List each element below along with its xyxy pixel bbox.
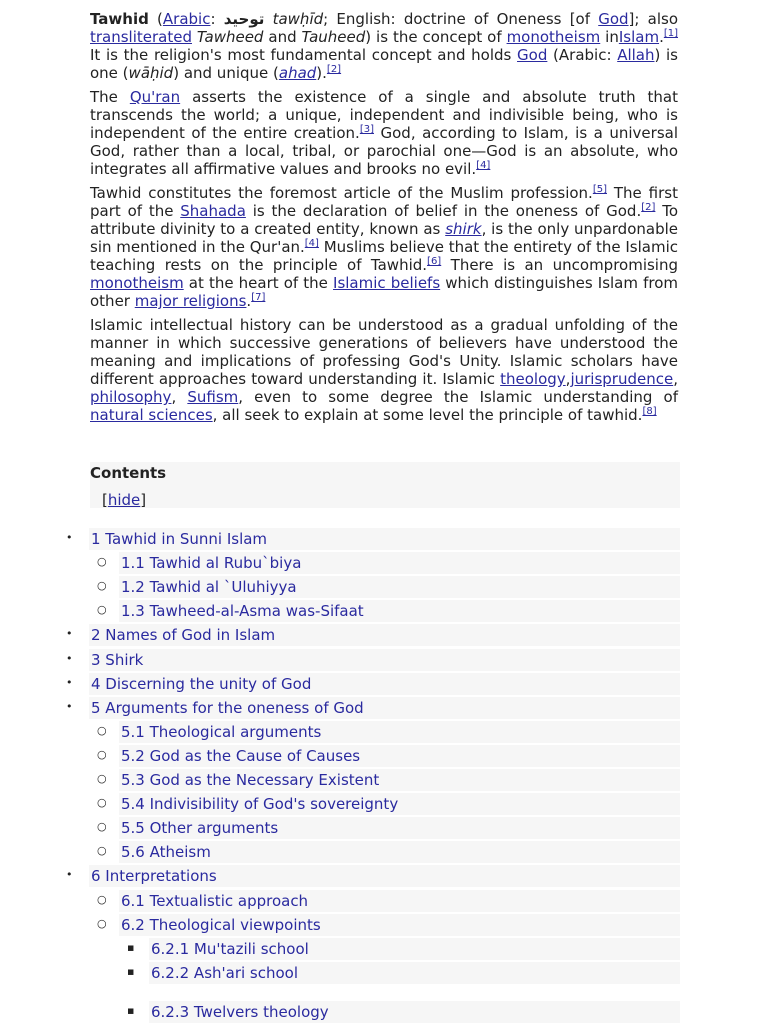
text-span: (Arabic:: [547, 46, 618, 64]
citation-7[interactable]: [7]: [251, 292, 266, 303]
toc-item-link[interactable]: 3 Shirk: [91, 650, 144, 669]
text-span: in: [600, 28, 619, 46]
text-span: at the heart of the: [183, 274, 334, 292]
text-span: There is an uncompromising: [441, 256, 679, 274]
toc-item-link[interactable]: 5 Arguments for the oneness of God: [91, 698, 364, 717]
toc-item[interactable]: [0, 865, 680, 887]
text-span: is the declaration of belief in the oneness of God.: [245, 202, 642, 220]
toc-item-link[interactable]: 5.1 Theological arguments: [121, 722, 322, 741]
link-god[interactable]: God: [598, 10, 629, 28]
text-span: ,: [673, 370, 678, 388]
text-span: [264, 10, 272, 28]
toc-item[interactable]: [0, 938, 680, 960]
text-span: ) is one (: [90, 46, 678, 82]
toc-item[interactable]: [0, 697, 680, 719]
paragraph-quran: [90, 88, 678, 178]
citation-6[interactable]: [6]: [427, 256, 442, 267]
text-span: It is the religion's most fundamental concept and holds: [90, 46, 518, 64]
text-span: The first part of the: [90, 184, 678, 220]
text-span: and: [263, 28, 302, 46]
toc-item[interactable]: [0, 962, 680, 984]
link-islamic-beliefs[interactable]: Islamic beliefs: [333, 274, 441, 292]
toc-item-link[interactable]: 2 Names of God in Islam: [91, 626, 276, 645]
citation-3[interactable]: [3]: [359, 124, 374, 135]
toc-item[interactable]: [0, 649, 680, 671]
toc-item-link[interactable]: 1 Tawhid in Sunni Islam: [91, 530, 268, 548]
toc-item-link[interactable]: 5.3 God as the Necessary Existent: [121, 771, 380, 789]
toc-item[interactable]: [0, 552, 680, 574]
toc-item-link[interactable]: 5.2 God as the Cause of Causes: [121, 746, 361, 765]
toc-item-link[interactable]: 6.2 Theological viewpoints: [121, 915, 321, 934]
bullet-icon: ○: [97, 555, 107, 569]
citation-2[interactable]: [2]: [326, 64, 342, 75]
link-ahad[interactable]: [279, 64, 316, 82]
text-span: ).: [316, 64, 327, 82]
text-span: To attribute divinity to a created entity, known as: [90, 202, 678, 238]
toc-item-link[interactable]: 1.1 Tawhid al Rubu`biya: [121, 554, 302, 573]
toc-item[interactable]: [0, 624, 680, 646]
shirk-term: shirk: [445, 220, 482, 238]
bullet-icon: ▪: [127, 940, 135, 954]
toc-item[interactable]: [0, 528, 680, 550]
toc-item[interactable]: [0, 1001, 680, 1023]
text-span: , all seek to explain at some level the principle of tawhid.: [212, 406, 643, 424]
toc-item[interactable]: [0, 721, 680, 743]
text-span: Muslims believe that the entirety of the Islamic teaching rests on the principle of Tawhid.: [90, 238, 678, 274]
link-natural-sciences[interactable]: natural sciences: [90, 406, 213, 424]
variant-tauheed: Tauheed: [301, 28, 366, 46]
toc-bracket-open: [: [102, 491, 108, 509]
paragraph-profession: [90, 184, 678, 310]
citation-2b[interactable]: [2]: [641, 202, 656, 213]
toc-item-link[interactable]: 5.5 Other arguments: [121, 819, 279, 838]
text-span: God, according to Islam, is a universal God, rather than a local, tribal, or parochial one—God is an absolute, who integrates all affirmative values and brooks no evil.: [90, 124, 678, 178]
toc-item[interactable]: [0, 841, 680, 863]
bullet-icon: •: [66, 675, 73, 689]
bullet-icon: ▪: [127, 964, 135, 978]
bullet-icon: •: [66, 627, 73, 641]
toc-item-background: [89, 649, 680, 671]
text-span: The: [90, 88, 130, 106]
toc-toggle: [102, 491, 146, 509]
toc-item[interactable]: [0, 817, 680, 839]
toc-item-link[interactable]: 4 Discerning the unity of God: [91, 674, 312, 693]
toc-item-link[interactable]: 6.2.3 Twelvers theology: [151, 1002, 329, 1021]
toc-item[interactable]: [0, 745, 680, 767]
text-span: which distinguishes Islam from other: [90, 274, 678, 310]
text-span: ,: [171, 388, 188, 406]
bullet-icon: ○: [97, 796, 107, 810]
toc-item-link[interactable]: 6.2.2 Ash'ari school: [151, 963, 299, 982]
toc-item-link[interactable]: 6 Interpretations: [91, 867, 217, 886]
text-span: , is the only unpardonable sin mentioned in the Qur'an.: [90, 220, 678, 256]
text-span: ,: [565, 370, 571, 388]
text-span: asserts the existence of a single and absolute truth that transcends the world; a unique, independent and indivisible being, who is independent of the entire creation.: [90, 88, 678, 142]
citation-5[interactable]: [5]: [592, 184, 607, 195]
text-span: ; English: doctrine of Oneness [of: [323, 10, 599, 28]
bullet-icon: •: [66, 699, 73, 713]
toc-item[interactable]: [0, 600, 680, 622]
transliteration: tawḥīd: [272, 10, 324, 28]
toc-item[interactable]: [0, 576, 680, 598]
text-span: ]; also: [628, 10, 679, 28]
toc-header: [90, 462, 680, 508]
text-span: Islamic intellectual history can be understood as a gradual unfolding of the manner in which successive generations of believers have understood the meaning and implications of professing God's Unity. Islamic scholars have different approaches toward understanding it. Islamic: [90, 316, 678, 388]
toc-title: Contents: [90, 464, 167, 482]
toc-item[interactable]: [0, 890, 680, 912]
toc-item-link[interactable]: 1.2 Tawhid al `Uluhiyya: [121, 578, 297, 597]
toc-item-link[interactable]: 1.3 Tawheed-al-Asma was-Sifaat: [121, 602, 364, 621]
toc-hide-link[interactable]: hide: [107, 491, 141, 509]
text-span: ) and unique (: [173, 64, 279, 82]
bullet-icon: ▪: [127, 1003, 135, 1017]
bullet-icon: ○: [97, 747, 107, 761]
citation-1[interactable]: [1]: [663, 28, 679, 39]
bullet-icon: ○: [97, 892, 107, 906]
link-god-2[interactable]: God: [517, 46, 548, 64]
citation-8[interactable]: [8]: [642, 406, 657, 417]
citation-4b[interactable]: [4]: [304, 238, 319, 249]
toc-item-link[interactable]: 6.1 Textualistic approach: [121, 891, 309, 910]
bullet-icon: ○: [97, 579, 107, 593]
toc-bracket-close: ]: [140, 491, 147, 509]
link-islam[interactable]: Islam: [618, 28, 660, 46]
text-span: , even to some degree the Islamic understanding of: [238, 388, 678, 406]
link-monotheism-2[interactable]: monotheism: [90, 274, 184, 292]
bullet-icon: ○: [97, 723, 107, 737]
text-span: .: [659, 28, 664, 46]
bullet-icon: ○: [97, 844, 107, 858]
bullet-icon: ○: [97, 772, 107, 785]
link-allah[interactable]: Allah: [617, 46, 655, 64]
link-shahada[interactable]: Shahada: [180, 202, 246, 220]
article-body: [90, 10, 678, 430]
toc-item-link[interactable]: 6.2.1 Mu'tazili school: [151, 939, 309, 958]
toc-item[interactable]: [0, 914, 680, 936]
variant-tawheed: Tawheed: [196, 28, 264, 46]
bullet-icon: •: [66, 868, 73, 882]
text-span: Tawhid constitutes the foremost article of the Muslim profession.: [90, 184, 593, 202]
toc-item-link[interactable]: 5.4 Indivisibility of God's sovereignty: [121, 795, 399, 814]
citation-4[interactable]: [4]: [476, 160, 491, 171]
link-theology[interactable]: theology: [500, 370, 566, 388]
ahad-term: ahad: [278, 64, 317, 82]
paragraph-intro: [90, 10, 678, 82]
link-shirk[interactable]: [445, 220, 481, 238]
bullet-icon: •: [66, 651, 73, 665]
paragraph-history: [90, 316, 678, 424]
toc-item[interactable]: [0, 769, 680, 791]
link-major-religions[interactable]: major religions: [134, 292, 247, 310]
link-arabic[interactable]: Arabic: [162, 10, 211, 28]
link-sufism[interactable]: Sufism: [187, 388, 239, 406]
wahid-term: wāḥid: [128, 64, 174, 82]
text-span: :: [210, 10, 224, 28]
bullet-icon: ○: [97, 603, 107, 617]
toc-item[interactable]: [0, 793, 680, 815]
text-span: .: [246, 292, 252, 310]
link-jurisprudence[interactable]: jurisprudence: [570, 370, 674, 388]
text-span: (: [148, 10, 163, 28]
arabic-word: توحيد: [223, 10, 265, 28]
bullet-icon: ○: [97, 916, 107, 930]
link-philosophy[interactable]: philosophy: [90, 388, 172, 406]
bullet-icon: ○: [97, 820, 107, 834]
article-term: Tawhid: [90, 10, 149, 28]
link-monotheism[interactable]: monotheism: [506, 28, 601, 46]
toc-item-link[interactable]: 5.6 Atheism: [121, 843, 211, 862]
link-transliterated[interactable]: transliterated: [90, 28, 192, 46]
toc-item[interactable]: [0, 673, 680, 695]
bullet-icon: •: [66, 531, 73, 544]
text-span: ) is the concept of: [365, 28, 507, 46]
link-quran[interactable]: Qu'ran: [129, 88, 181, 106]
